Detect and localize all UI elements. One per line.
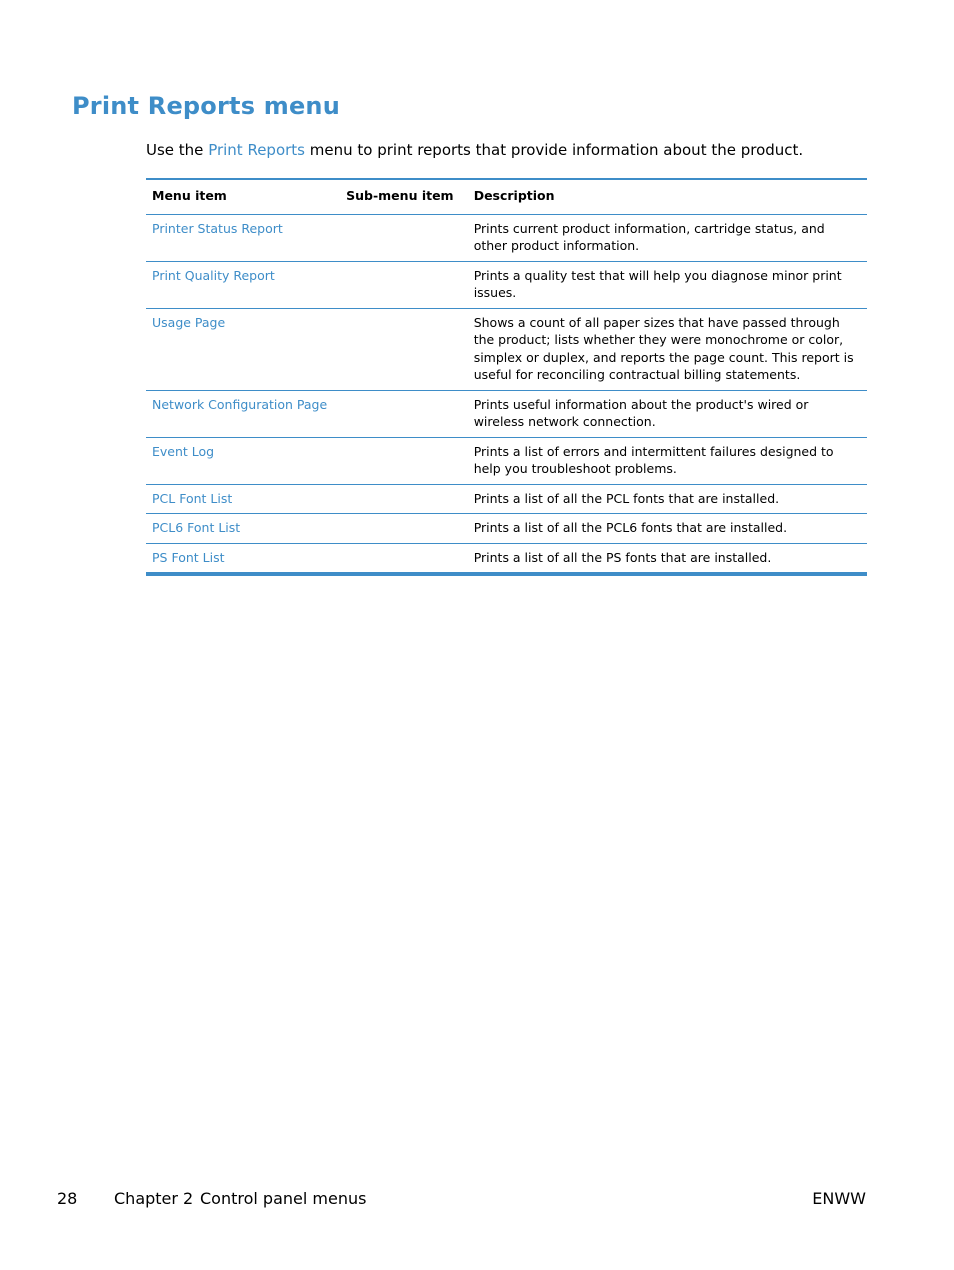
description: Prints current product information, cartridge status, and other product information. (468, 214, 867, 261)
table-row (146, 308, 867, 390)
menu-item-pcl6-font-list[interactable]: PCL6 Font List (146, 514, 340, 544)
table-row (146, 484, 867, 514)
description: Prints a list of all the PCL fonts that are installed. (468, 484, 867, 514)
header-description: Description (468, 179, 867, 214)
table-header-row (146, 179, 867, 214)
menu-item-network-configuration-page[interactable]: Network Configuration Page (146, 390, 340, 437)
description: Shows a count of all paper sizes that have passed through the product; lists whether they were monochrome or color, simplex or duplex, and reports the page count. This report is useful for reconciling contractual billing statements. (468, 308, 867, 390)
intro-paragraph (146, 140, 866, 160)
print-reports-link[interactable]: Print Reports (208, 141, 305, 159)
table-row (146, 261, 867, 308)
intro-text-after: menu to print reports that provide information about the product. (305, 141, 804, 159)
footer-chapter: Chapter 2 (114, 1189, 194, 1208)
table-row (146, 214, 867, 261)
table-row (146, 514, 867, 544)
table-row (146, 543, 867, 574)
footer-locale-code: ENWW (812, 1189, 866, 1208)
menu-item-pcl-font-list[interactable]: PCL Font List (146, 484, 340, 514)
menu-item-usage-page[interactable]: Usage Page (146, 308, 340, 390)
header-sub-menu-item: Sub-menu item (340, 179, 468, 214)
footer-page-number: 28 (57, 1189, 78, 1208)
menu-item-event-log[interactable]: Event Log (146, 437, 340, 484)
table-row (146, 390, 867, 437)
footer-chapter-name: Control panel menus (200, 1189, 367, 1208)
table-row (146, 437, 867, 484)
sub-menu-item (340, 514, 468, 544)
sub-menu-item (340, 308, 468, 390)
description: Prints a quality test that will help you diagnose minor print issues. (468, 261, 867, 308)
description: Prints a list of errors and intermittent failures designed to help you troubleshoot problems. (468, 437, 867, 484)
menu-item-print-quality-report[interactable]: Print Quality Report (146, 261, 340, 308)
header-menu-item: Menu item (146, 179, 340, 214)
sub-menu-item (340, 437, 468, 484)
sub-menu-item (340, 390, 468, 437)
description: Prints a list of all the PCL6 fonts that are installed. (468, 514, 867, 544)
menu-item-printer-status-report[interactable]: Printer Status Report (146, 214, 340, 261)
sub-menu-item (340, 214, 468, 261)
print-reports-table (146, 178, 867, 576)
menu-item-ps-font-list[interactable]: PS Font List (152, 549, 225, 565)
sub-menu-item (340, 543, 468, 574)
sub-menu-item (340, 484, 468, 514)
sub-menu-item (340, 261, 468, 308)
description: Prints useful information about the product's wired or wireless network connection. (468, 390, 867, 437)
description: Prints a list of all the PS fonts that are installed. (473, 549, 772, 565)
intro-text-before: Use the (146, 141, 209, 159)
page-title: Print Reports menu (72, 92, 340, 120)
